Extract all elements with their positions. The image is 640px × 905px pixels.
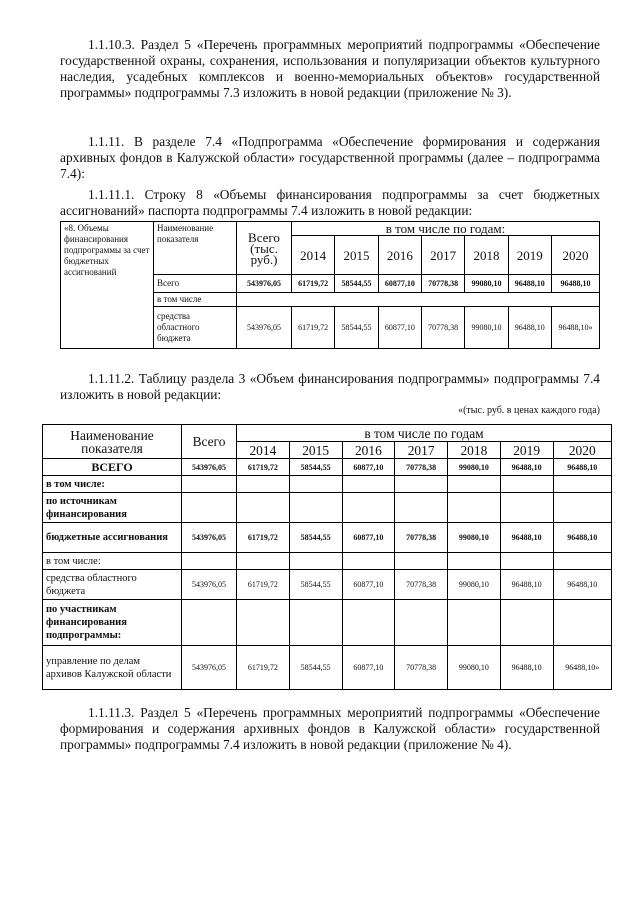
cell-value: 58544,55 bbox=[289, 523, 342, 553]
year-header: 2015 bbox=[289, 442, 342, 459]
cell-total: 543976,05 bbox=[182, 646, 237, 690]
year-header: 2018 bbox=[465, 236, 508, 275]
cell-value: 60877,10 bbox=[342, 523, 395, 553]
cell-value: 60877,10 bbox=[342, 646, 395, 690]
cell-value: 99080,10 bbox=[448, 570, 501, 600]
year-header: 2015 bbox=[335, 236, 378, 275]
cell-value: 70778,38 bbox=[421, 275, 464, 293]
cell-value: 99080,10 bbox=[448, 523, 501, 553]
paragraph-1-1-11-1: 1.1.11.1. Строку 8 «Объемы финансирования подпрограммы за счет бюджетных ассигнований» паспорта подпрограммы 7.4 изложить в новой редакции: bbox=[60, 187, 600, 218]
cell-value: 60877,10 bbox=[342, 570, 395, 600]
cell-value: 61719,72 bbox=[237, 646, 290, 690]
by-years-header: в том числе по годам bbox=[237, 425, 612, 442]
row-label: средства областного бюджета bbox=[43, 570, 182, 600]
cell-value: 61719,72 bbox=[237, 459, 290, 476]
cell-value: 96488,10 bbox=[500, 523, 553, 553]
year-header: 2017 bbox=[421, 236, 464, 275]
cell-value: 61719,72 bbox=[292, 307, 335, 349]
unit-note: «(тыс. руб. в ценах каждого года) bbox=[458, 405, 600, 416]
cell-total: 543976,05 bbox=[237, 275, 292, 293]
cell-value: 96488,10 bbox=[508, 275, 551, 293]
by-years-header: в том числе по годам: bbox=[292, 222, 600, 236]
year-header: 2019 bbox=[508, 236, 551, 275]
cell-value: 96488,10 bbox=[500, 459, 553, 476]
cell-value: 58544,55 bbox=[335, 275, 378, 293]
row-label: Всего bbox=[154, 275, 237, 293]
cell-value: 99080,10 bbox=[465, 307, 508, 349]
cell-value: 60877,10 bbox=[378, 275, 421, 293]
cell-value: 58544,55 bbox=[289, 570, 342, 600]
year-header: 2016 bbox=[378, 236, 421, 275]
cell-value: 96488,10 bbox=[553, 459, 612, 476]
row-label: по источникам финансирования bbox=[43, 493, 182, 523]
cell-value: 96488,10» bbox=[553, 646, 612, 690]
cell-value: 96488,10 bbox=[553, 523, 612, 553]
cell-value: 96488,10» bbox=[551, 307, 599, 349]
cell-total: 543976,05 bbox=[182, 523, 237, 553]
cell-value: 96488,10 bbox=[508, 307, 551, 349]
year-header: 2017 bbox=[395, 442, 448, 459]
row-label: средства областного бюджета bbox=[154, 307, 237, 349]
cell-value: 61719,72 bbox=[237, 570, 290, 600]
cell-value: 99080,10 bbox=[465, 275, 508, 293]
year-header: 2014 bbox=[292, 236, 335, 275]
cell-total: 543976,05 bbox=[182, 570, 237, 600]
row-label: управление по делам архивов Калужской области bbox=[43, 646, 182, 690]
cell-value: 58544,55 bbox=[289, 459, 342, 476]
cell-value: 70778,38 bbox=[395, 570, 448, 600]
year-header: 2020 bbox=[551, 236, 599, 275]
paragraph-1-1-11: 1.1.11. В разделе 7.4 «Подпрограмма «Обеспечение формирования и содержания архивных фондов в Калужской области» государственной программы (далее – подпрограмма 7.4): bbox=[60, 134, 600, 181]
cell-value: 96488,10 bbox=[551, 275, 599, 293]
paragraph-1-1-11-3: 1.1.11.3. Раздел 5 «Перечень программных мероприятий подпрограммы «Обеспечение формирования и содержания архивных фондов в Калужской области» государственной программы» подпрограммы 7.4 изложить в новой редакции (приложение № 4). bbox=[60, 705, 600, 752]
name-header: Наименование показателя bbox=[43, 425, 182, 459]
passport-row-label: «8. Объемы финансирования подпрограммы за счет бюджетных ассигнований bbox=[61, 222, 154, 349]
row-label: в том числе: bbox=[43, 476, 182, 493]
cell-value: 96488,10 bbox=[500, 570, 553, 600]
year-header: 2020 bbox=[553, 442, 612, 459]
cell-value: 61719,72 bbox=[237, 523, 290, 553]
name-header: Наименование показателя bbox=[154, 222, 237, 275]
paragraph-1-1-11-2: 1.1.11.2. Таблицу раздела 3 «Объем финансирования подпрограммы» подпрограммы 7.4 изложить в новой редакции: bbox=[60, 371, 600, 402]
year-header: 2014 bbox=[237, 442, 290, 459]
cell-total: 543976,05 bbox=[182, 459, 237, 476]
cell-value: 58544,55 bbox=[289, 646, 342, 690]
total-header: Всего bbox=[182, 425, 237, 459]
row-label: в том числе: bbox=[43, 553, 182, 570]
cell-value: 61719,72 bbox=[292, 275, 335, 293]
financing-table bbox=[42, 424, 612, 690]
cell-value: 99080,10 bbox=[448, 459, 501, 476]
paragraph-1-1-10-3: 1.1.10.3. Раздел 5 «Перечень программных мероприятий подпрограммы «Обеспечение государственной охраны, сохранения, использования и популяризации объектов культурного наследия, усадебных комплексов и военно-мемориальных объектов» государственной программы» подпрограммы 7.3 изложить в новой редакции (приложение № 3). bbox=[60, 37, 600, 100]
cell-value: 60877,10 bbox=[342, 459, 395, 476]
cell-value: 60877,10 bbox=[378, 307, 421, 349]
year-header: 2018 bbox=[448, 442, 501, 459]
row-label: ВСЕГО bbox=[43, 459, 182, 476]
year-header: 2019 bbox=[500, 442, 553, 459]
cell-total: 543976,05 bbox=[237, 307, 292, 349]
passport-table bbox=[60, 221, 600, 349]
cell-value: 96488,10 bbox=[553, 570, 612, 600]
row-label: по участникам финансирования подпрограммы: bbox=[43, 600, 182, 646]
row-label: в том числе bbox=[154, 293, 237, 307]
cell-value: 99080,10 bbox=[448, 646, 501, 690]
cell-value: 58544,55 bbox=[335, 307, 378, 349]
year-header: 2016 bbox=[342, 442, 395, 459]
cell-value: 96488,10 bbox=[500, 646, 553, 690]
cell-value: 70778,38 bbox=[395, 646, 448, 690]
cell-value: 70778,38 bbox=[395, 523, 448, 553]
cell-value: 70778,38 bbox=[421, 307, 464, 349]
row-label: бюджетные ассигнования bbox=[43, 523, 182, 553]
total-header: Всего (тыс. руб.) bbox=[237, 222, 292, 275]
cell-value: 70778,38 bbox=[395, 459, 448, 476]
